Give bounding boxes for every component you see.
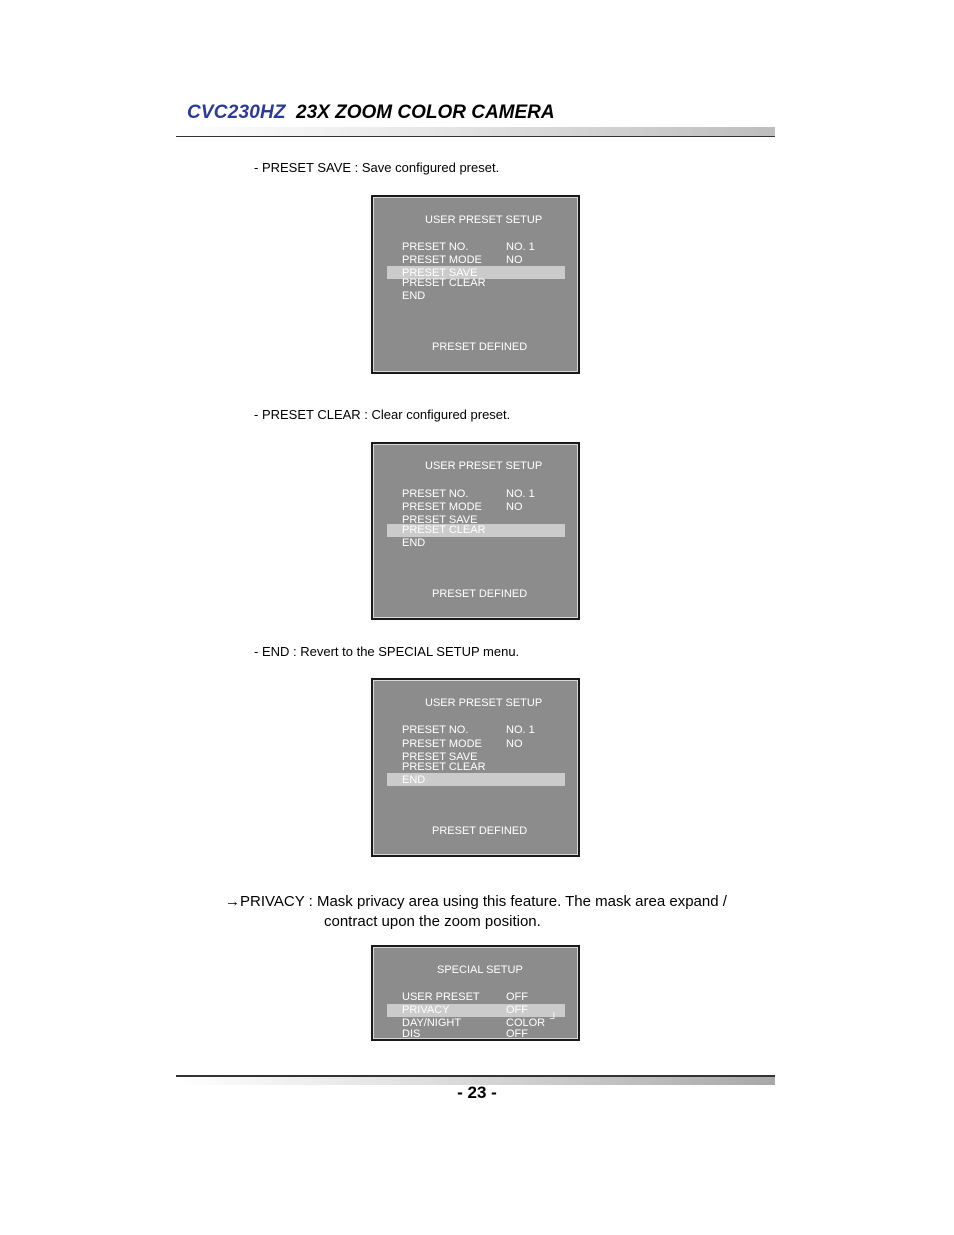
osd-title: SPECIAL SETUP [437,964,523,976]
osd-row-label: PRESET MODE [402,501,482,513]
osd-preset-save [371,195,580,374]
osd-footer: PRESET DEFINED [432,341,528,353]
osd-footer: PRESET DEFINED [432,825,528,837]
privacy-description [225,892,727,932]
osd-row-label: PRESET SAVE [402,267,478,279]
osd-row-value: NO [506,738,523,750]
header-title: 23X ZOOM COLOR CAMERA [296,102,555,123]
osd-row-label: PRESET CLEAR [402,761,486,773]
osd-row-label: PRESET NO. [402,488,469,500]
osd-title: USER PRESET SETUP [425,214,543,226]
osd-row-value: COLOR [506,1017,546,1029]
caption-end: - END : Revert to the SPECIAL SETUP menu. [254,644,520,659]
osd-row-label: PRESET MODE [402,738,482,750]
osd-row-value: OFF [506,991,528,1003]
osd-footer: PRESET DEFINED [432,588,528,600]
osd-row-label: USER PRESET [402,991,480,1003]
osd-title: USER PRESET SETUP [425,460,543,472]
osd-row-value: NO. 1 [506,488,535,500]
osd-row-label: PRESET MODE [402,254,482,266]
osd-row-value: NO. 1 [506,724,535,736]
privacy-line-2: contract upon the zoom position. [324,913,541,930]
osd-row-label: PRESET CLEAR [402,277,486,289]
osd-row-label: PRESET SAVE [402,514,478,526]
page-number: - 23 - [457,1083,497,1102]
osd-row-label: PRESET NO. [402,724,469,736]
osd-row-label: DAY/NIGHT [402,1017,462,1029]
osd-preset-clear [371,442,580,620]
caption-preset-clear: - PRESET CLEAR : Clear configured preset. [254,407,511,422]
osd-row-label: PRESET SAVE [402,751,478,763]
osd-row-value: NO. 1 [506,241,535,253]
enter-icon: ┘ [550,1013,558,1025]
osd-row-value: OFF [506,1004,528,1016]
privacy-line-1: PRIVACY : Mask privacy area using this feature. The mask area expand / [240,893,727,910]
osd-row-label: DIS [402,1028,421,1040]
arrow-icon: → [225,893,240,910]
osd-row-label: PRESET NO. [402,241,469,253]
header-model: CVC230HZ [187,102,286,123]
osd-row-label: END [402,774,426,786]
header-rule [176,127,775,137]
osd-row-label: PRESET CLEAR [402,524,486,536]
osd-row-label: END [402,290,426,302]
osd-title: USER PRESET SETUP [425,697,543,709]
osd-row-value: OFF [506,1028,528,1040]
osd-row-label: END [402,537,426,549]
caption-preset-save: - PRESET SAVE : Save configured preset. [254,160,500,175]
osd-special-setup [371,945,580,1041]
osd-row-value: NO [506,254,523,266]
osd-end [371,678,580,857]
osd-row-label: PRIVACY [402,1004,450,1016]
osd-row-value: NO [506,501,523,513]
